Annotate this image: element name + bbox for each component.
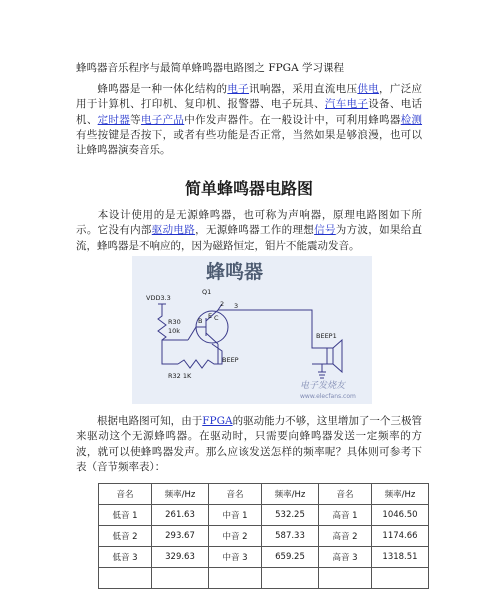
- table-row: [99, 505, 429, 526]
- pin-b-label: B: [198, 317, 203, 325]
- table-header-cell: 音名: [319, 484, 372, 505]
- table-cell: 1318.51: [372, 547, 429, 568]
- beep1-label: BEEP1: [316, 332, 337, 340]
- paragraph-text: ，无源蜂鸣器工作的理想: [195, 224, 315, 237]
- paragraph-text: 等: [130, 113, 141, 126]
- table-header-cell: 音名: [209, 484, 262, 505]
- paragraph-text: 为方波，如果给直流，蜂鸣器是不响应的，因为磁路恒定，钼片不能震动发音。: [76, 224, 423, 252]
- table-cell: 中音 3: [209, 547, 262, 568]
- paragraph-text: 中作发声器件。在一般设计中，可利用蜂鸣器: [184, 113, 401, 126]
- table-header-cell: 频率/Hz: [152, 484, 209, 505]
- drive-paragraph-text: [76, 415, 422, 473]
- inline-link[interactable]: 电子: [227, 83, 250, 95]
- table-row: [99, 547, 429, 568]
- paragraph-text: 讯响器，采用直流电压: [249, 83, 358, 95]
- table-cell: [152, 568, 209, 589]
- table-cell: 低音 3: [99, 547, 152, 568]
- pin-c-label: C: [214, 314, 219, 322]
- table-cell: [262, 568, 319, 589]
- table-cell: 低音 1: [99, 505, 152, 526]
- table-cell: 329.63: [152, 547, 209, 568]
- paragraph-text: 根据电路图可知，由于: [97, 415, 203, 427]
- table-cell: 587.33: [262, 526, 319, 547]
- table-cell: [99, 568, 152, 589]
- drive-paragraph: [76, 414, 422, 475]
- vdd-label: VDD3.3: [146, 294, 171, 302]
- inline-link[interactable]: 定时器: [97, 113, 131, 126]
- r32-label: R32 1K: [168, 372, 192, 380]
- pin-2-label: 2: [220, 300, 225, 308]
- document-subtitle: 蜂鸣器音乐程序与最简单蜂鸣器电路图之 FPGA 学习课程: [76, 62, 344, 74]
- table-cell: 532.25: [262, 505, 319, 526]
- section-heading: 简单蜂鸣器电路图: [184, 179, 313, 198]
- table-cell: 1174.66: [372, 526, 429, 547]
- beep-net-label: BEEP: [222, 356, 239, 364]
- q1-label: Q1: [202, 288, 212, 296]
- table-header-cell: 频率/Hz: [372, 484, 429, 505]
- table-header-row: [99, 484, 429, 505]
- intro-paragraph-text: [76, 83, 422, 156]
- table-header-cell: 音名: [99, 484, 152, 505]
- inline-link[interactable]: 供电: [357, 83, 380, 95]
- table-cell: 261.63: [152, 505, 209, 526]
- paragraph-text: 蜂鸣器是一种一体化结构的: [97, 83, 228, 95]
- inline-link[interactable]: 检测: [400, 113, 423, 126]
- table-cell: [209, 568, 262, 589]
- inline-link[interactable]: 驱动电路: [151, 224, 196, 237]
- buzzer-circuit-diagram: [132, 256, 372, 404]
- paragraph-text: 有些按键是否按下，或者有些功能是否正常，当然如果是够浪漫，也可以让蜂鸣器演奏音乐。: [76, 128, 422, 157]
- watermark-url: www.elecfans.com: [300, 393, 356, 400]
- table-header-cell: 频率/Hz: [262, 484, 319, 505]
- table-cell: 293.67: [152, 526, 209, 547]
- table-cell: 高音 1: [319, 505, 372, 526]
- table-cell: 1046.50: [372, 505, 429, 526]
- circuit-title: 蜂鸣器: [206, 261, 264, 283]
- note-frequency-table: [98, 483, 429, 589]
- intro-paragraph: [76, 82, 422, 158]
- pin-3-label: 3: [234, 302, 239, 310]
- table-cell: 低音 2: [99, 526, 152, 547]
- table-cell: 高音 3: [319, 547, 372, 568]
- paragraph-text: ，广泛应用于计算机、打印机、复印机、报警器、电子玩具、: [76, 83, 423, 111]
- inline-link[interactable]: 信号: [314, 224, 336, 237]
- description-paragraph: [76, 208, 422, 254]
- table-cell: [319, 568, 372, 589]
- inline-link[interactable]: FPGA: [202, 415, 233, 427]
- r30-value: 10k: [168, 327, 181, 335]
- inline-link[interactable]: 电子产品: [140, 113, 185, 126]
- inline-link[interactable]: 汽车电子: [324, 98, 369, 111]
- description-paragraph-text: [76, 209, 422, 252]
- table-cell: 中音 2: [209, 526, 262, 547]
- table-row: [99, 526, 429, 547]
- paragraph-text: 的驱动能力不够，这里增加了一个三极管来驱动这个无源蜂鸣器。在驱动时，只需要向蜂鸣器发送一定频率的方波，就可以使蜂鸣器发声。那么应该发送怎样的频率呢？具体则可参考下表（音节频率表）：: [76, 415, 423, 473]
- pin-e-label: E: [208, 312, 213, 320]
- table-cell: 中音 1: [209, 505, 262, 526]
- r30-label: R30: [168, 318, 181, 326]
- paragraph-text: 本设计使用的是无源蜂鸣器，也可称为声响器，原理电路图如下所示。它没有内部: [76, 209, 422, 237]
- table-cell: 659.25: [262, 547, 319, 568]
- table-cell: [372, 568, 429, 589]
- table-row: [99, 568, 429, 589]
- paragraph-text: 设备、电话机、: [76, 98, 423, 126]
- watermark-brand: 电子发烧友: [300, 381, 346, 391]
- table-cell: 高音 2: [319, 526, 372, 547]
